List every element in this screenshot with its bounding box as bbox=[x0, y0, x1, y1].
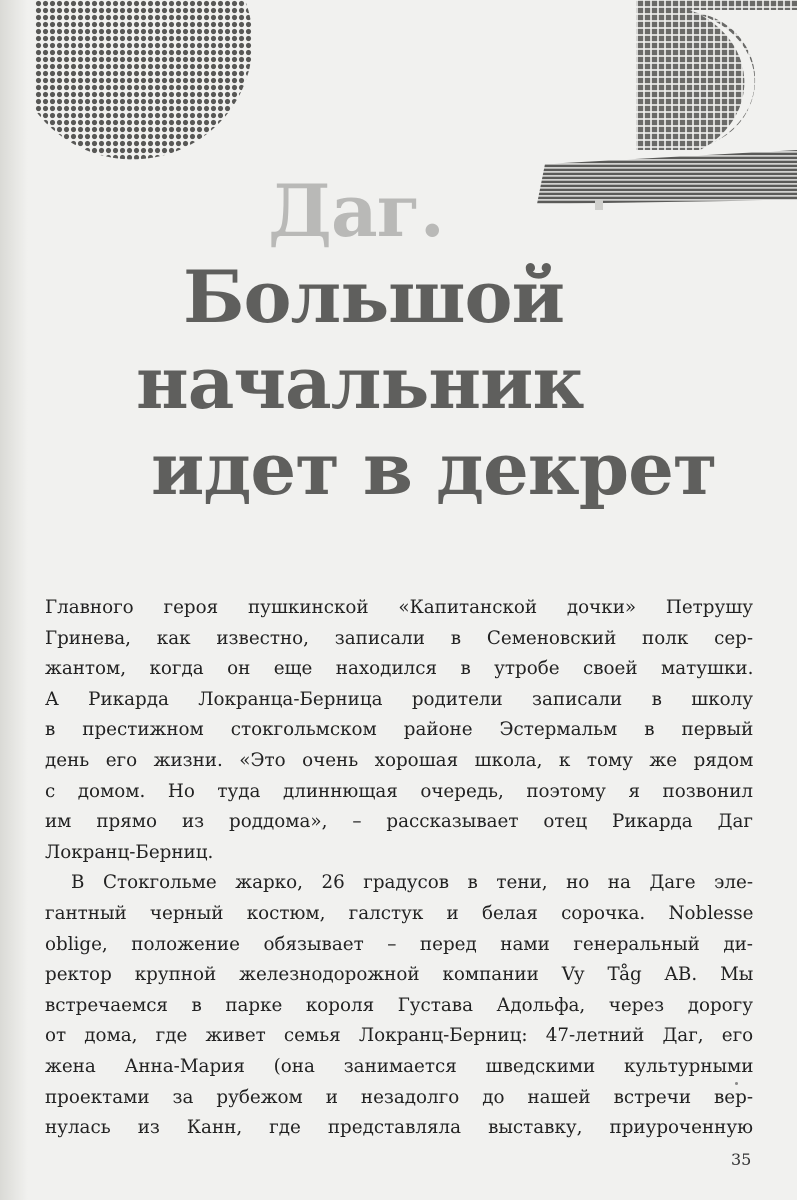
body-line: ректор крупной железнодорожной компании Vy Tåg AB. Мы bbox=[45, 964, 754, 986]
body-line: проектами за рубежом и незадолго до нашей встречи вер- bbox=[45, 1086, 753, 1108]
body-line: встречаемся в парке короля Густава Адольфа, через дорогу bbox=[45, 994, 753, 1016]
page-number: 35 bbox=[731, 1150, 752, 1169]
body-line: гантный черный костюм, галстук и белая сорочка. Noblesse bbox=[45, 902, 754, 924]
body-line: от дома, где живет семья Локранц-Берниц: 47-летний Даг, его bbox=[45, 1025, 754, 1047]
body-line: Главного героя пушкинской «Капитанской дочки» Петрушу bbox=[45, 597, 753, 618]
chapter-title bbox=[0, 168, 797, 512]
body-line: в престижном стокгольмском районе Эстермальм в первый bbox=[45, 719, 754, 741]
chapter-body bbox=[45, 593, 753, 1144]
title-line-2: Большой bbox=[183, 254, 564, 339]
title-line-4: идет в декрет bbox=[151, 426, 717, 511]
body-line: нулась из Канн, где представляла выставку, приуроченную bbox=[45, 1117, 753, 1139]
body-line: жена Анна-Мария (она занимается шведскими культурными bbox=[45, 1055, 754, 1077]
body-line: Локранц-Берниц. bbox=[45, 841, 214, 863]
body-line: oblige, положение обязывает – перед нами генеральный ди- bbox=[45, 933, 753, 955]
body-line: Гринева, как известно, записали в Семеновский полк сер- bbox=[45, 627, 754, 649]
body-line: А Рикарда Локранца-Берница родители записали в школу bbox=[45, 688, 753, 710]
body-line: жантом, когда он еще находился в утробе своей матушки. bbox=[45, 658, 754, 680]
print-speck bbox=[735, 1082, 738, 1085]
dotted-half-circle-shape bbox=[35, 0, 253, 159]
grid-d-shape bbox=[636, 0, 797, 150]
title-line-1: Даг. bbox=[268, 168, 444, 253]
title-line-3: начальник bbox=[136, 340, 584, 425]
body-line: с домом. Но туда длиннющая очередь, поэтому я позвонил bbox=[45, 780, 753, 802]
body-line: им прямо из роддома», – рассказывает отец Рикарда Даг bbox=[45, 811, 753, 833]
body-line: В Стокгольме жарко, 26 градусов в тени, но на Даге эле- bbox=[71, 872, 753, 894]
body-line: день его жизни. «Это очень хорошая школа, к тому же рядом bbox=[45, 749, 754, 771]
